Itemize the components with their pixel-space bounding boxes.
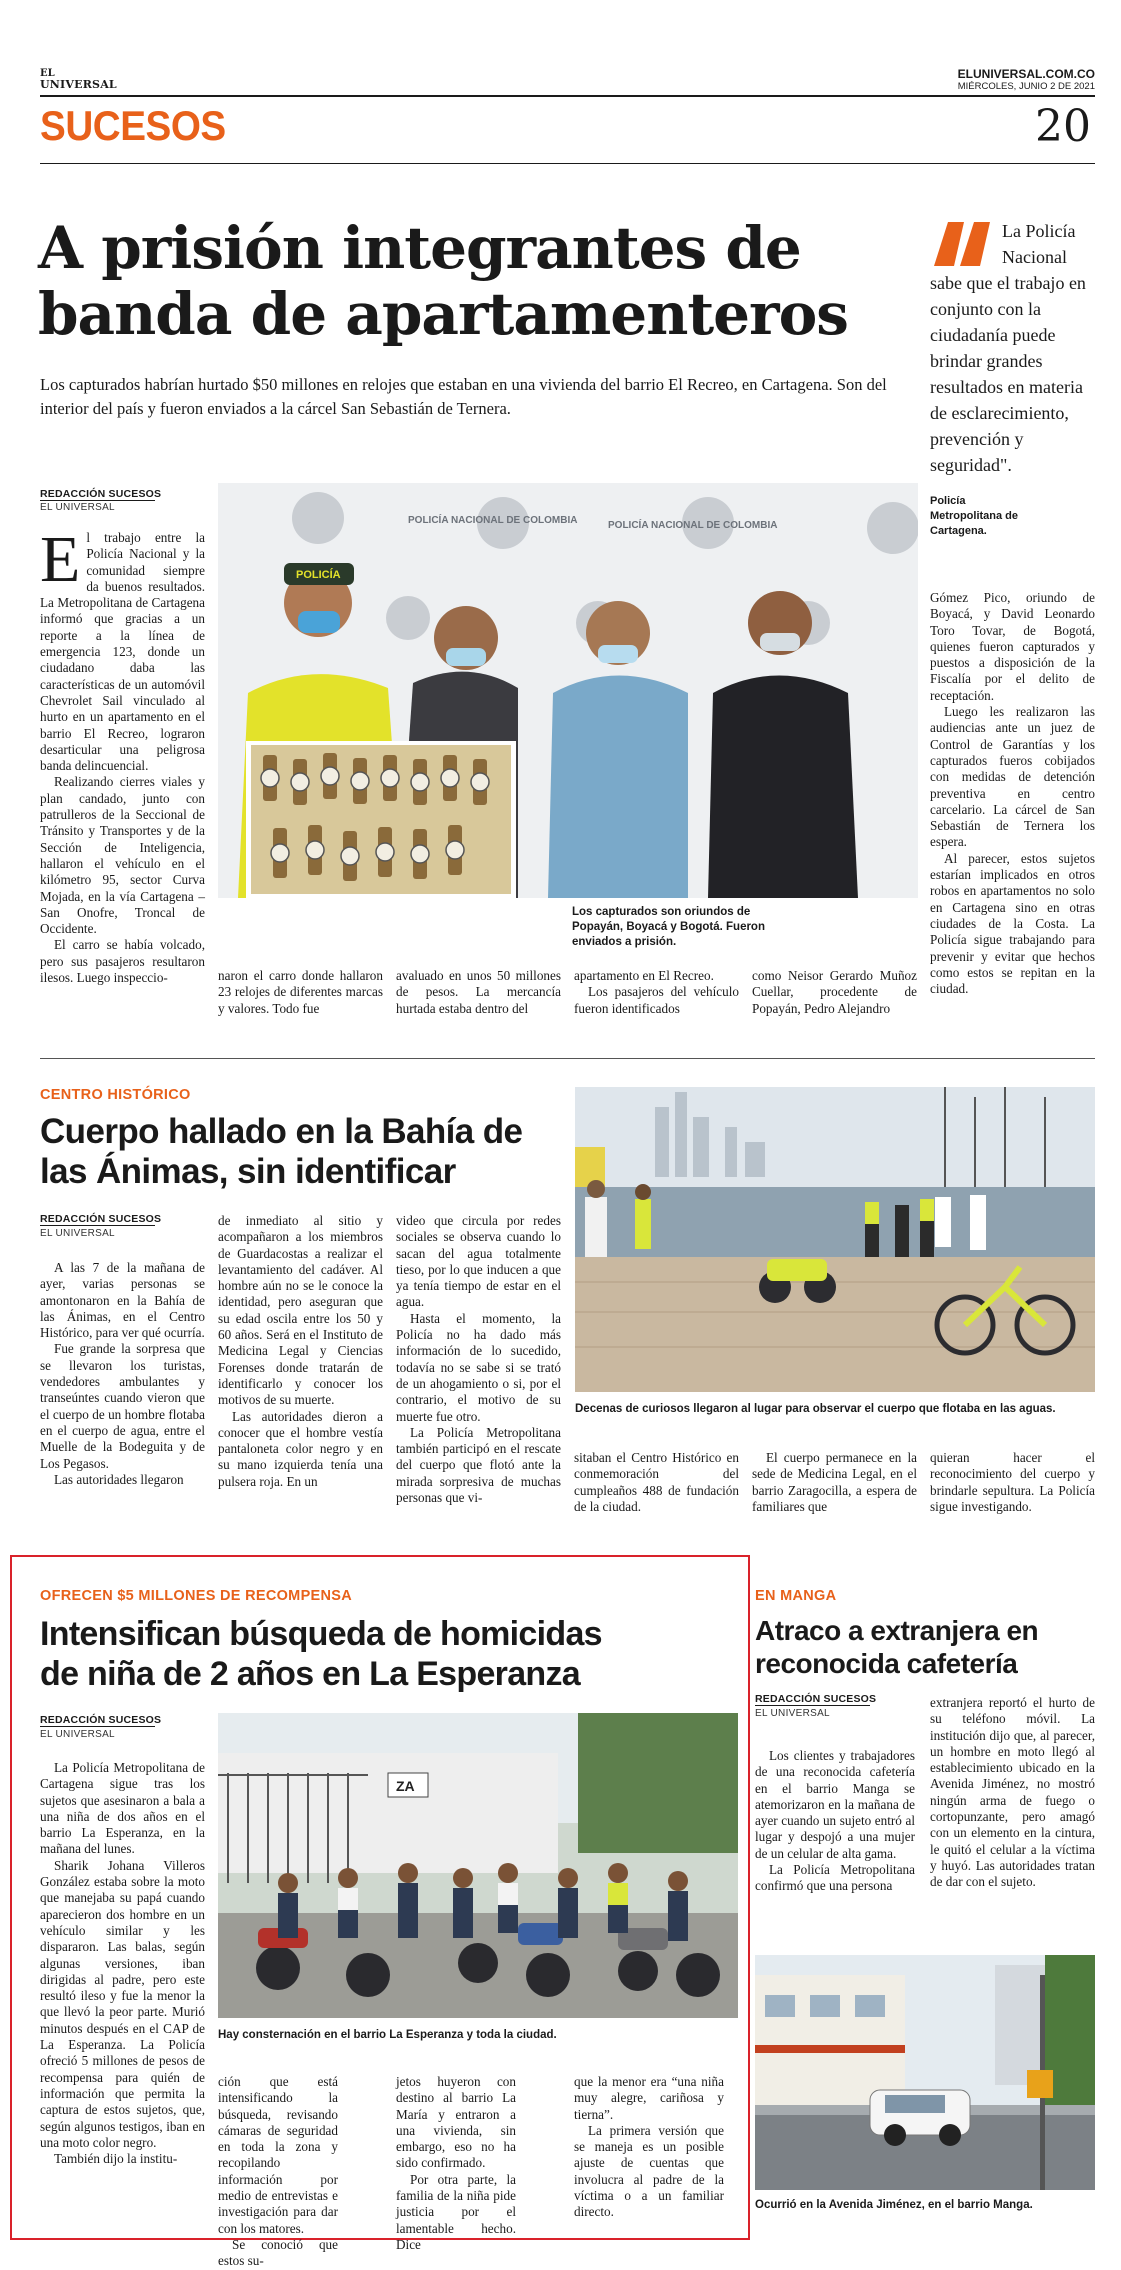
article3-headline bbox=[40, 1614, 602, 1694]
svg-text:POLICÍA: POLICÍA bbox=[296, 569, 341, 581]
article1-dropcap: E bbox=[40, 523, 81, 596]
article4-headline-line2: reconocida cafetería bbox=[755, 1648, 1018, 1679]
site-url: ELUNIVERSAL.COM.CO bbox=[957, 67, 1095, 81]
masthead-logo bbox=[40, 68, 120, 90]
article3-col2: ción que está intensificando la búsqueda, revisando cámaras de seguridad en toda la zona y recopilando información por medio de entrevistas e investigación para dar con los matores. Se conoció que estos su- bbox=[218, 2074, 338, 2269]
article4-photo-caption: Ocurrió en la Avenida Jiménez, en el barrio Manga. bbox=[755, 2199, 1033, 2211]
article3-byline-rule bbox=[40, 1726, 155, 1727]
article4-headline bbox=[755, 1614, 1038, 1680]
article1-headline bbox=[38, 215, 848, 347]
article1-photo bbox=[218, 483, 918, 898]
article2-col3: video que circula por redes sociales se observa cuando lo sacan del agua totalmente tieso, por lo que inducen a que ya tenía tiempo de estar en el agua. Hasta el momento, la Policía no ha dado más información de lo sucedido, todavía no se sabe si se trató de un ahogamiento o si, por el contrario, el motivo de su muerte fue otro. La Policía Metropolitana también participó en el rescate del cuerpo que flotó ante la mirada sorpresiva de muchas personas que vi- bbox=[396, 1213, 561, 1506]
logo-line-1: EL bbox=[40, 68, 55, 79]
article4-byline-paper: EL UNIVERSAL bbox=[755, 1708, 830, 1719]
svg-text:POLICÍA NACIONAL DE COLOMBIA: POLICÍA NACIONAL DE COLOMBIA bbox=[608, 520, 778, 531]
article1-byline-paper: EL UNIVERSAL bbox=[40, 502, 115, 513]
article2-photo bbox=[575, 1087, 1095, 1392]
article2-byline-paper: EL UNIVERSAL bbox=[40, 1228, 115, 1239]
quote-mark-icon bbox=[930, 220, 994, 266]
issue-date: MIÉRCOLES, JUNIO 2 DE 2021 bbox=[957, 81, 1095, 92]
article1-headline-line1: A prisión integrantes de bbox=[38, 214, 801, 282]
article2-kicker: CENTRO HISTÓRICO bbox=[40, 1087, 191, 1103]
article1-col4: apartamento en El Recreo. Los pasajeros del vehículo fueron identificados bbox=[574, 968, 739, 1016]
svg-text:ZA: ZA bbox=[396, 1778, 415, 1794]
article1-col5: como Neisor Gerardo Muñoz Cuellar, procedente de Popayán, Pedro Alejandro bbox=[752, 968, 917, 1016]
svg-text:POLICÍA NACIONAL DE COLOMBIA: POLICÍA NACIONAL DE COLOMBIA bbox=[408, 515, 578, 526]
article1-photo-caption: Los capturados son oriundos de Popayán, Boyacá y Bogotá. Fueron enviados a prisión. bbox=[572, 906, 765, 948]
photo-bay-scene bbox=[575, 1087, 1095, 1392]
quote-block bbox=[930, 218, 1095, 539]
article1-col1 bbox=[40, 523, 205, 986]
section-rule bbox=[40, 163, 1095, 164]
article2-headline-line1: Cuerpo hallado en la Bahía de bbox=[40, 1112, 523, 1151]
article1-byline: REDACCIÓN SUCESOS bbox=[40, 488, 162, 500]
article2-photo-caption: Decenas de curiosos llegaron al lugar para observar el cuerpo que flotaba en las aguas. bbox=[575, 1403, 1056, 1415]
photo-captured-suspects bbox=[218, 483, 918, 898]
quote-source: Policía Metropolitana de Cartagena. bbox=[930, 495, 1019, 537]
article1-byline-rule bbox=[40, 500, 155, 501]
article4-byline: REDACCIÓN SUCESOS bbox=[755, 1693, 877, 1705]
article1-col2: naron el carro donde hallaron 23 relojes de diferentes marcas y valores. Todo fue bbox=[218, 968, 383, 1016]
article2-headline bbox=[40, 1112, 522, 1192]
article1-col1-p1: l trabajo entre la Policía Nacional y la comunidad siempre da buenos resultados. La Metropolitana de Cartagena informó que gracias a un reporte a la línea de emergencia 123, donde un ciudadano dabа las características de un automóvil Chevrolet Sail vinculado al hurto en un apartamento en el barrio El Recreo, lograron desarticular una peligrosa banda delincuencial. bbox=[40, 530, 205, 774]
logo-line-2: UNIVERSAL bbox=[40, 78, 117, 91]
article4-photo bbox=[755, 1955, 1095, 2190]
article1-col1-p2: Realizando cierres viales y plan candado, junto con patrulleros de la Seccional de Tránsito y Transportes y de la Sección de Inteligencia, hallaron el vehículo en el kilómetro 95, sector Curva Mojada, en la vía Cartagena – San Onofre, Troncal de Occidente. bbox=[40, 774, 205, 937]
article4-col1: Los clientes y trabajadores de una reconocida cafetería en el barrio Manga se atemorizaron en la mañana de ayer cuando un sujeto entró al lugar y despojó a una mujer de un celular de alta gama. La Policía Metropolitana confirmó que una persona bbox=[755, 1748, 915, 1894]
article2-byline-rule bbox=[40, 1225, 155, 1226]
article2-col6: quieran hacer el reconocimiento del cuerpo y brindarle sepultura. La Policía sigue investigando. bbox=[930, 1450, 1095, 1514]
divider-1 bbox=[40, 1058, 1095, 1059]
photo-la-esperanza-crowd bbox=[218, 1713, 738, 2018]
article3-photo bbox=[218, 1713, 738, 2018]
article4-col2: extranjera reportó el hurto de su teléfono móvil. La institución dijo que, al parecer, un hombre en moto llegó al establecimiento ubicado en la Avenida Jiménez, no mostró ningún arma de fuego o cortopunzante, pero amagó con un elemento en la cintura, le quitó el celular a la víctima y huyó. Las autoridades tratan de dar con el sujeto. bbox=[930, 1695, 1095, 1890]
article3-col3: jetos huyeron con destino al barrio La María y entraron a una vivienda, sin embargo, eso no ha sido confirmado. Por otra parte, la familia de la niña pide justicia por el lamentable hecho. Dice bbox=[396, 2074, 516, 2252]
article1-col6: Gómez Pico, oriundo de Boyacá, y David Leonardo Toro Tovar, de Bogotá, quienes fueron capturados y puestos a disposición de la Fiscalía por el delito de receptación. Luego les realizaron las audiencias ante un juez de Control de Garantías y los capturados fueros cobijados con medidas de detención preventiva en centro carcelario. La cárcel de San Sebastián de Ternera los espera. Al parecer, estos sujetos estarían implicados en otros robos en apartamentos no solo en Cartagena sino en otras ciudades de la Costa. La Policía sigue trabajando para prevenir y evitar que hechos como estos se repitan en la ciudad. bbox=[930, 590, 1095, 997]
article3-photo-caption: Hay consternación en el barrio La Esperanza y toda la ciudad. bbox=[218, 2029, 557, 2041]
quote-text: La Policía Nacional sabe que el trabajo en conjunto con la ciudadanía puede brindar grandes resultados en materia de esclarecimiento, prevención y seguridad". bbox=[930, 221, 1086, 475]
article1-col1-p3: El carro se había volcado, pero sus pasajeros resultaron ilesos. Luego inspeccio- bbox=[40, 937, 205, 986]
article1-deck: Los capturados habrían hurtado $50 millones en relojes que estaban en una vivienda del barrio El Recreo, en Cartagena. Son del interior del país y fueron enviados a la cárcel San Sebastián de Ternera. bbox=[40, 375, 887, 418]
article1-col3: avaluado en unos 50 millones de pesos. La mercancía hurtada estaba dentro del bbox=[396, 968, 561, 1016]
article2-headline-line2: las Ánimas, sin identificar bbox=[40, 1152, 456, 1191]
page-number: 20 bbox=[1035, 101, 1091, 152]
section-title: SUCESOS bbox=[40, 102, 226, 149]
article3-col4: que la menor era “una niña muy alegre, cariñosa y tierna”. La primera versión que se maneja es un posible ajuste de cuentas que involucra al padre de la víctima o a un familiar directo. bbox=[574, 2074, 724, 2220]
article2-col5: El cuerpo permanece en la sede de Medicina Legal, en el barrio Zaragocilla, a espera de familiares que bbox=[752, 1450, 917, 1514]
article4-kicker: EN MANGA bbox=[755, 1588, 837, 1604]
article3-byline-paper: EL UNIVERSAL bbox=[40, 1729, 115, 1740]
article2-col1: A las 7 de la mañana de ayer, varias personas se amontonaron en la Bahía de las Ánimas, en el Centro Histórico, para ver qué ocurría. Fue grande la sorpresa que se llevaron los turistas, vendedores ambulantes y transeúntes cuando vieron que el cuerpo de un hombre flotaba en el cuerpo de agua, entre el Muelle de la Bodeguita y de Los Pegasos. Las autoridades llegaron bbox=[40, 1260, 205, 1487]
article3-col1: La Policía Metropolitana de Cartagena sigue tras los sujetos que asesinaron a bala a una niña de dos años en el barrio La Esperanza, en la mañana del lunes. Sharik Johana Villeros González estaba sobre la moto que manejaba su papá cuando aparecieron dos hombre en un vehículo similar y les dispararon. Las balas, según algunas versiones, iban dirigidas al padre, pero este resultó ileso y fue la menor la que llevó la peor parte. Murió minutos después en el CAP de La Esperanza. La Policía ofreció 5 millones de pesos de recompensa para quién de información que permita la captura de estos sujetos, que, según algunos testigos, iban en una moto color negro. También dijo la institu- bbox=[40, 1760, 205, 2167]
article3-headline-line1: Intensifican búsqueda de homicidas bbox=[40, 1615, 602, 1653]
masthead-rule bbox=[40, 95, 1095, 97]
photo-avenida-jimenez bbox=[755, 1955, 1095, 2190]
article3-kicker: OFRECEN $5 MILLONES DE RECOMPENSA bbox=[40, 1588, 353, 1604]
article4-headline-line1: Atraco a extranjera en bbox=[755, 1615, 1039, 1646]
article2-col2: de inmediato al sitio y acompañaron a los miembros de Guardacostas a realizar el levantamiento del cadáver. Al hombre aún no se le conoce la identidad, pero aseguran que su edad oscila entre los 50 y 60 años. Será en el Instituto de Medicina Legal y Ciencias Forenses donde tratarán de identificarlo y conocer los motivos de su muerte. Las autoridades dieron a conocer que el hombre vestía pantaloneta color negro y en su mano izquierda tenía una pulsera roja. En un bbox=[218, 1213, 383, 1489]
article4-byline-rule bbox=[755, 1705, 870, 1706]
article2-byline: REDACCIÓN SUCESOS bbox=[40, 1213, 162, 1225]
article3-headline-line2: de niña de 2 años en La Esperanza bbox=[40, 1655, 580, 1693]
article2-col4: sitaban el Centro Histórico en conmemoración del cumpleaños 488 de fundación de la ciudad. bbox=[574, 1450, 739, 1514]
article3-byline: REDACCIÓN SUCESOS bbox=[40, 1714, 162, 1726]
article1-headline-line2: banda de apartamenteros bbox=[38, 280, 848, 348]
